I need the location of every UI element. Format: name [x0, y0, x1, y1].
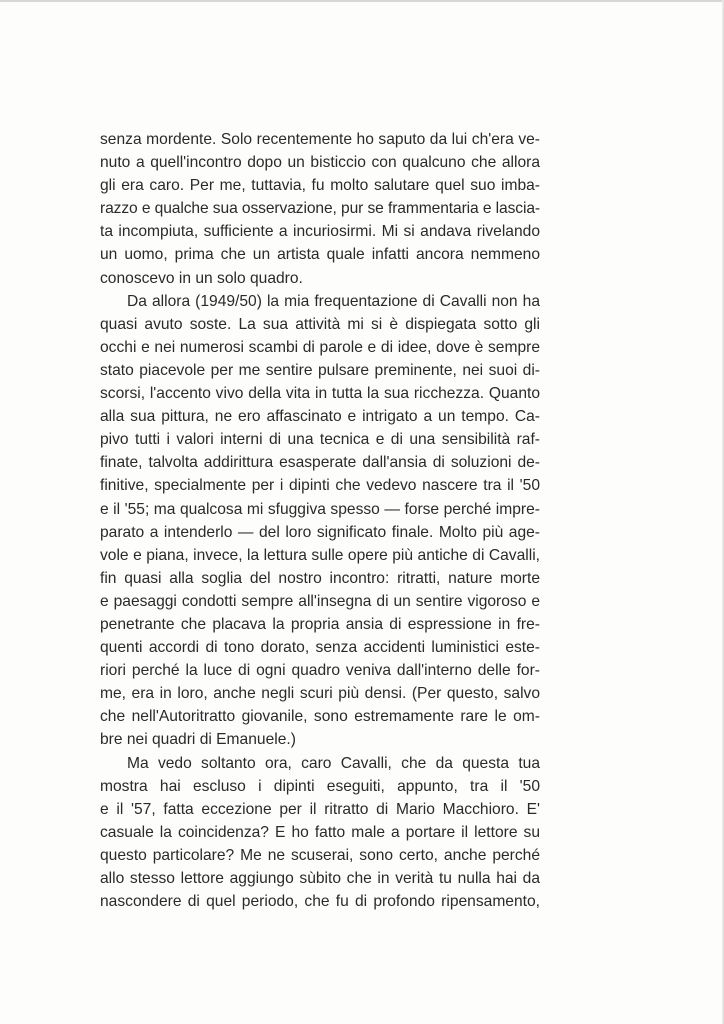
text-line: quasi avuto soste. La sua attività mi si è dispiegata sotto gli [100, 315, 540, 333]
text-line: e il '55; ma qualcosa mi sfuggiva spesso — forse perché impre- [100, 500, 540, 518]
text-line: Da allora (1949/50) la mia frequentazione di Cavalli non ha [127, 292, 540, 310]
text-line: pivo tutti i valori interni di una tecnica e di una sensibilità raf- [100, 431, 540, 449]
text-line: che nell'Autoritratto giovanile, sono estremamente rare le om- [100, 708, 540, 726]
text-line: e il '57, fatta eccezione per il ritratto di Mario Macchioro. E' [100, 800, 540, 818]
text-line: e paesaggi condotti sempre all'insegna di un sentire vigoroso e [100, 592, 540, 610]
text-line: nascondere di quel periodo, che fu di profondo ripensamento, [100, 893, 540, 911]
text-line: nuto a quell'incontro dopo un bisticcio con qualcuno che allora [100, 154, 540, 172]
text-line: Ma vedo soltanto ora, caro Cavalli, che da questa tua [127, 754, 540, 772]
text-line: conoscevo in un solo quadro. [100, 269, 303, 287]
text-line: occhi e nei numerosi scambi di parole e di idee, dove è sempre [100, 338, 540, 356]
text-line: allo stesso lettore aggiungo sùbito che in verità tu nulla hai da [100, 870, 540, 887]
body-text [100, 128, 540, 913]
paragraph-2 [100, 290, 540, 752]
text-line: gli era caro. Per me, tuttavia, fu molto salutare quel suo imba- [100, 177, 540, 195]
page-top-edge [0, 0, 724, 2]
text-line: vole e piana, invece, la lettura sulle opere più antiche di Cavalli, [100, 546, 540, 564]
text-line: alla sua pittura, ne ero affascinato e intrigato a un tempo. Ca- [100, 408, 540, 426]
text-line: parato a intenderlo — del loro significato finale. Molto più age- [100, 523, 540, 541]
text-line: senza mordente. Solo recentemente ho saputo da lui ch'era ve- [100, 131, 540, 148]
text-line: fin quasi alla soglia del nostro incontro: ritratti, nature morte [100, 569, 540, 587]
text-line: finitive, specialmente per i dipinti che vedevo nascere tra il '50 [100, 477, 540, 495]
text-line: finate, talvolta addirittura esasperate dall'ansia di soluzioni de- [100, 454, 540, 472]
text-line: bre nei quadri di Emanuele.) [100, 731, 296, 749]
paragraph-1 [100, 128, 540, 290]
text-line: mostra hai escluso i dipinti eseguiti, appunto, tra il '50 [100, 777, 540, 795]
text-line: razzo e qualche sua osservazione, pur se frammentaria e lascia- [100, 200, 541, 218]
paragraph-3 [100, 752, 540, 914]
text-line: quenti accordi di tono dorato, senza accidenti luministici este- [100, 639, 540, 657]
text-line: ta incompiuta, sufficiente a incuriosirmi. Mi si andava rivelando [100, 223, 540, 241]
text-line: stato piacevole per me sentire pulsare preminente, nei suoi di- [100, 361, 540, 379]
text-line: me, era in loro, anche negli scuri più densi. (Per questo, salvo [100, 685, 540, 703]
text-line: un uomo, prima che un artista quale infatti ancora nemmeno [100, 246, 540, 264]
text-line: scorsi, l'accento vivo della vita in tutta la sua ricchezza. Quanto [100, 385, 540, 403]
text-line: penetrante che placava la propria ansia di espressione in fre- [100, 615, 540, 633]
text-line: questo particolare? Me ne scuserai, sono certo, anche perché [100, 846, 540, 864]
text-line: casuale la coincidenza? E ho fatto male a portare il lettore su [100, 823, 540, 841]
text-line: riori perché la luce di ogni quadro veniva dall'interno delle for- [100, 662, 540, 680]
